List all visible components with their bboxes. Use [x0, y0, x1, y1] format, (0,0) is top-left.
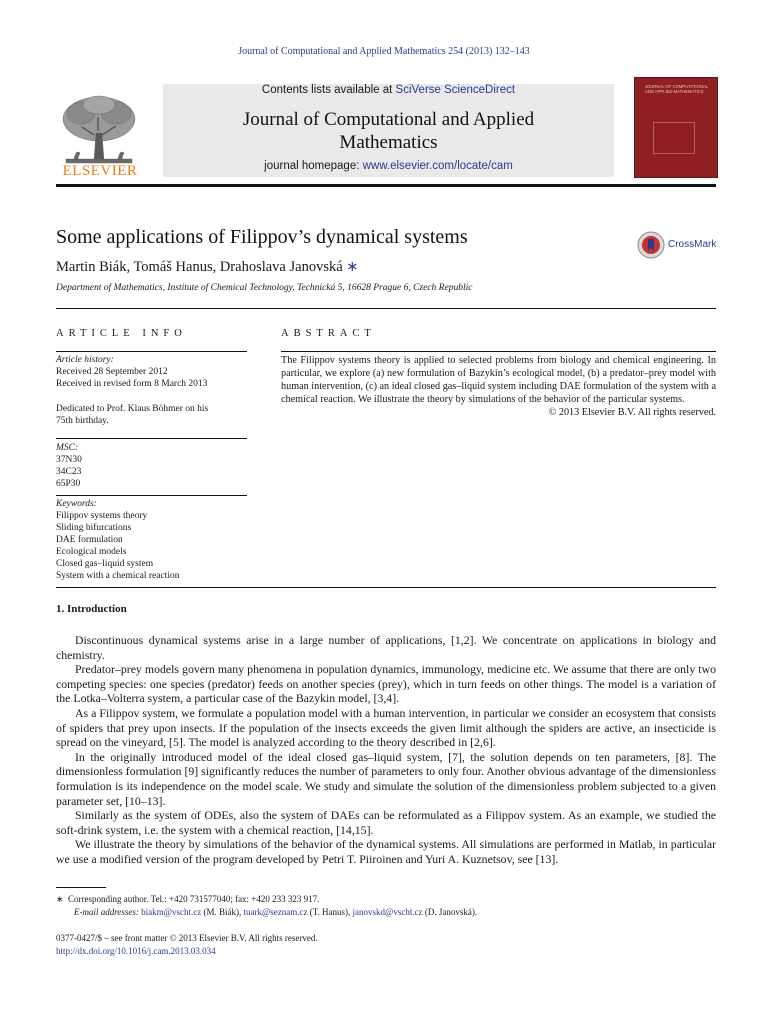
keyword: Ecological models — [56, 547, 127, 557]
article-info-rule — [56, 351, 247, 352]
abstract-rule — [281, 351, 716, 352]
email-owner: (M. Biák), — [203, 907, 242, 917]
dedication — [56, 403, 247, 427]
revised-date: Received in revised form 8 March 2013 — [56, 379, 208, 389]
corresponding-author-mark[interactable]: ∗ — [346, 259, 359, 275]
email-owner: (T. Hanus), — [309, 907, 351, 917]
contents-line — [163, 84, 614, 96]
msc-code: 37N30 — [56, 455, 82, 465]
sciencedirect-link[interactable]: SciVerse ScienceDirect — [395, 84, 516, 96]
journal-reference[interactable]: Journal of Computational and Applied Mathematics 254 (2013) 132–143 — [238, 46, 530, 57]
history-label: Article history: — [56, 355, 114, 365]
paragraph: We illustrate the theory by simulations of the behavior of the dynamical systems. All simulations are performed in Matlab, in particular we use a modified version of the program developed by Petri T. Piiroinen and Yuri A. Kuznetsov, see [13]. — [56, 837, 716, 866]
paragraph: Discontinuous dynamical systems arise in a large number of applications, [1,2]. We concentrate on applications in biology and chemistry. — [56, 633, 716, 662]
authors: Martin Biák, Tomáš Hanus, Drahoslava Janovská — [56, 259, 343, 275]
homepage-prefix: journal homepage: — [264, 160, 363, 172]
info-divider — [56, 438, 247, 439]
keyword: Closed gas–liquid system — [56, 559, 154, 569]
article-info-heading: ARTICLE INFO — [56, 328, 187, 339]
journal-title-line1: Journal of Computational and Applied — [242, 109, 535, 130]
keyword: System with a chemical reaction — [56, 571, 180, 581]
corresponding-text: Corresponding author. Tel.: +420 731577040; fax: +420 233 323 917. — [68, 894, 320, 904]
paragraph: As a Filippov system, we formulate a population model with a human intervention, in particular we consider an ecosystem that consists of spiders that prey upon insects. If the population of the insects exceeds the given limit although the spiders are active, an insecticide is spread on the vineyard, [5]. The model is analyzed according to the theory described in [2,6]. — [56, 705, 716, 750]
corresponding-author-note — [56, 893, 716, 906]
section-heading-introduction: 1. Introduction — [56, 603, 127, 615]
abstract-heading: ABSTRACT — [281, 328, 376, 339]
footnote — [56, 893, 716, 919]
homepage-link[interactable]: www.elsevier.com/locate/cam — [362, 160, 513, 172]
crossmark-label[interactable]: CrossMark — [668, 239, 717, 250]
doi-link[interactable]: http://dx.doi.org/10.1016/j.cam.2013.03.034 — [56, 946, 216, 956]
homepage-line — [163, 160, 614, 172]
cover-text: JOURNAL OF COMPUTATIONAL AND APPLIED MATHEMATICS — [645, 84, 708, 94]
keyword: Sliding bifurcations — [56, 523, 132, 533]
header-rule — [56, 184, 716, 187]
keyword: Filippov systems theory — [56, 511, 148, 521]
dedication-line1: Dedicated to Prof. Klaus Böhmer on his — [56, 404, 209, 414]
journal-cover-image — [634, 77, 718, 178]
abstract-body — [281, 354, 716, 419]
email-owner: (D. Janovská). — [424, 907, 478, 917]
dedication-line2: 75th birthday. — [56, 416, 109, 426]
introduction-body — [56, 633, 716, 867]
affiliation: Department of Mathematics, Institute of Chemical Technology, Technická 5, 16628 Prague 6, Czech Republic — [56, 283, 473, 293]
email-line — [56, 906, 716, 919]
cover-pattern — [653, 122, 695, 154]
copyright: © 2013 Elsevier B.V. All rights reserved. — [548, 407, 716, 418]
email-link[interactable]: janovskd@vscht.cz — [352, 907, 423, 917]
msc-block — [56, 442, 247, 490]
issn-block — [56, 932, 318, 958]
journal-title — [163, 108, 614, 154]
paragraph: Predator–prey models govern many phenomena in population dynamics, immunology, medicine etc. We assume that there are only two competing species: one species (predator) feeds on another species (prey), which in turn feeds on other things. The model is a variation of the Lotka–Volterra system, a particular case of the Bazykin model, [3,4]. — [56, 662, 716, 706]
email-link[interactable]: biakm@vscht.cz — [141, 907, 202, 917]
abstract-text: The Filippov systems theory is applied to selected problems from biology and chemical engineering. In particular, we explore (a) new formulation of Bazykin’s ecological model, (b) a predator–prey model with human intervention, (c) an ideal closed gas–liquid system including DAE formulation of the system with a chemical reaction. We illustrate the theory by simulations of the behavior of the particular systems. — [281, 355, 716, 405]
received-date: Received 28 September 2012 — [56, 367, 168, 377]
keyword: DAE formulation — [56, 535, 123, 545]
msc-code: 65P30 — [56, 479, 81, 489]
email-link[interactable]: tuark@seznam.cz — [243, 907, 308, 917]
issn-line: 0377-0427/$ – see front matter © 2013 Elsevier B.V. All rights reserved. — [56, 933, 318, 943]
email-label: E-mail addresses: — [74, 907, 139, 917]
info-divider — [56, 495, 247, 496]
footnote-mark: ∗ — [56, 894, 64, 904]
msc-code: 34C23 — [56, 467, 82, 477]
journal-title-line2: Mathematics — [339, 132, 438, 153]
keywords-label: Keywords: — [56, 499, 97, 509]
paragraph: In the originally introduced model of the ideal closed gas–liquid system, [7], the solution depends on ten parameters, [8]. The dimensionless formulation [9] significantly reduces the number of parameters to only four. Another obvious advantage of the dimensionless formulation is its independence on the model scale. We study and simulate the solution of the dimensionless problem subjected to a given parameter set, [10–13]. — [56, 749, 716, 808]
article-history — [56, 354, 247, 390]
front-matter-rule — [56, 587, 716, 588]
footnote-rule — [56, 887, 106, 888]
paragraph: Similarly as the system of ODEs, also the system of DAEs can be reformulated as a Filippov system. As an example, we studied the soft-drink system, i.e. the system with a chemical reaction, [14,15]. — [56, 808, 716, 837]
contents-prefix: Contents lists available at — [261, 84, 396, 96]
author-list — [56, 259, 358, 276]
msc-label: MSC: — [56, 443, 79, 453]
article-title: Some applications of Filippov’s dynamical systems — [56, 226, 468, 248]
title-rule — [56, 308, 716, 309]
keywords-block — [56, 498, 247, 582]
elsevier-wordmark: ELSEVIER — [62, 163, 138, 179]
